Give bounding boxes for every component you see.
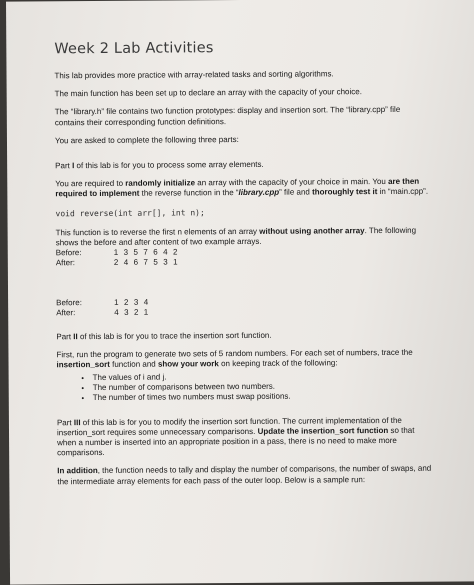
text-span: Part — [56, 332, 74, 342]
example-array-1 — [56, 246, 432, 269]
after-label: After: — [55, 258, 75, 268]
after-values: 2 4 6 7 5 3 1 — [113, 257, 180, 267]
text-span: . The following shows the before and after content of two example arrays. — [55, 225, 417, 248]
list-item: • The number of times two numbers must swap positions. — [93, 390, 433, 402]
text-span: ” file and — [279, 187, 313, 198]
text-span: function and — [109, 360, 158, 370]
part3-paragraph-1 — [57, 415, 433, 458]
part2-paragraph-1 — [56, 348, 432, 371]
part2-heading — [56, 330, 432, 343]
text-span: , the function needs to tally and display the number of comparisons, the number of swaps, and the intermediate array elements for each pass of the outer loop. Below is a sample run: — [57, 464, 432, 486]
list-item: • The number of comparisons between two numbers. — [93, 380, 433, 392]
intro-paragraph-3: The “library.h” file contains two function prototypes: display and insertion sort. The “library.cpp” file contains their corresponding function definitions. — [54, 105, 401, 127]
bold-span: randomly initialize — [125, 178, 196, 189]
text-span: so that when a number is inserted into an appropriate position in a pass, there is no need to make more comparisons. — [57, 425, 415, 458]
text-span: of this lab is for you to trace the insertion sort function. — [77, 330, 272, 342]
text-span: of this lab is for you to modify the insertion sort function. The current implementation of the insertion_sort requires some unnecessary comparisons. — [56, 415, 402, 438]
bold-span: Update the insertion_sort function — [257, 425, 389, 436]
document-content — [54, 39, 433, 495]
bold-span: thoroughly test it — [312, 187, 378, 197]
intro-paragraph-1: This lab provides more practice with array-related tasks and sorting algorithms. — [54, 69, 334, 81]
text-span: on keeping track of the following: — [218, 358, 338, 369]
before-values: 1 2 3 4 — [114, 297, 150, 307]
bold-span: show your work — [157, 359, 219, 370]
part3-roman: III — [73, 417, 81, 427]
part1-heading-post: of this lab is for you to process some array elements. — [74, 159, 264, 171]
after-label: After: — [56, 308, 76, 318]
text-span: the reverse function in the “ — [139, 188, 239, 199]
text-span: Part — [56, 417, 74, 427]
part1-heading-pre: Part — [55, 161, 73, 171]
part1-heading — [55, 159, 431, 172]
intro-paragraph-2: The main function has been set up to declare an array with the capacity of your choice. — [54, 87, 362, 99]
part1-roman: I — [72, 161, 75, 171]
bold-span: In addition — [57, 466, 98, 476]
before-label: Before: — [56, 298, 82, 308]
text-span: an array with the capacity of your choice in main. You — [195, 177, 389, 188]
part1-paragraph-2 — [56, 225, 432, 248]
page-title: Week 2 Lab Activities — [54, 40, 214, 58]
trace-list — [57, 370, 433, 403]
text-span: This function is to reverse the first n elements of an array — [55, 226, 260, 237]
text-span: You are required to — [55, 179, 126, 189]
text-span: in “main.cpp”. — [377, 187, 429, 197]
paper-page — [6, 0, 474, 585]
part1-paragraph-1 — [55, 177, 431, 200]
intro-paragraph-4: You are asked to complete the following three parts: — [54, 134, 239, 146]
before-values: 1 3 5 7 6 4 2 — [113, 247, 180, 257]
after-values: 4 3 2 1 — [114, 307, 150, 317]
part2-roman: II — [73, 332, 78, 342]
code-prototype: void reverse(int arr[], int n); — [55, 207, 205, 218]
spacer — [56, 266, 432, 299]
bold-italic-span: library.cpp — [238, 188, 280, 198]
list-item: • The values of i and j. — [93, 370, 433, 382]
text-span: First, run the program to generate two sets of 5 random numbers. For each set of numbers, trace the — [56, 348, 413, 360]
before-label: Before: — [55, 248, 82, 258]
part3-paragraph-2 — [57, 464, 433, 487]
example-array-2 — [56, 296, 432, 319]
bold-span: insertion_sort — [56, 360, 110, 370]
bold-span: without using another array — [259, 225, 365, 236]
bold-span: are then required to implement — [55, 176, 420, 199]
